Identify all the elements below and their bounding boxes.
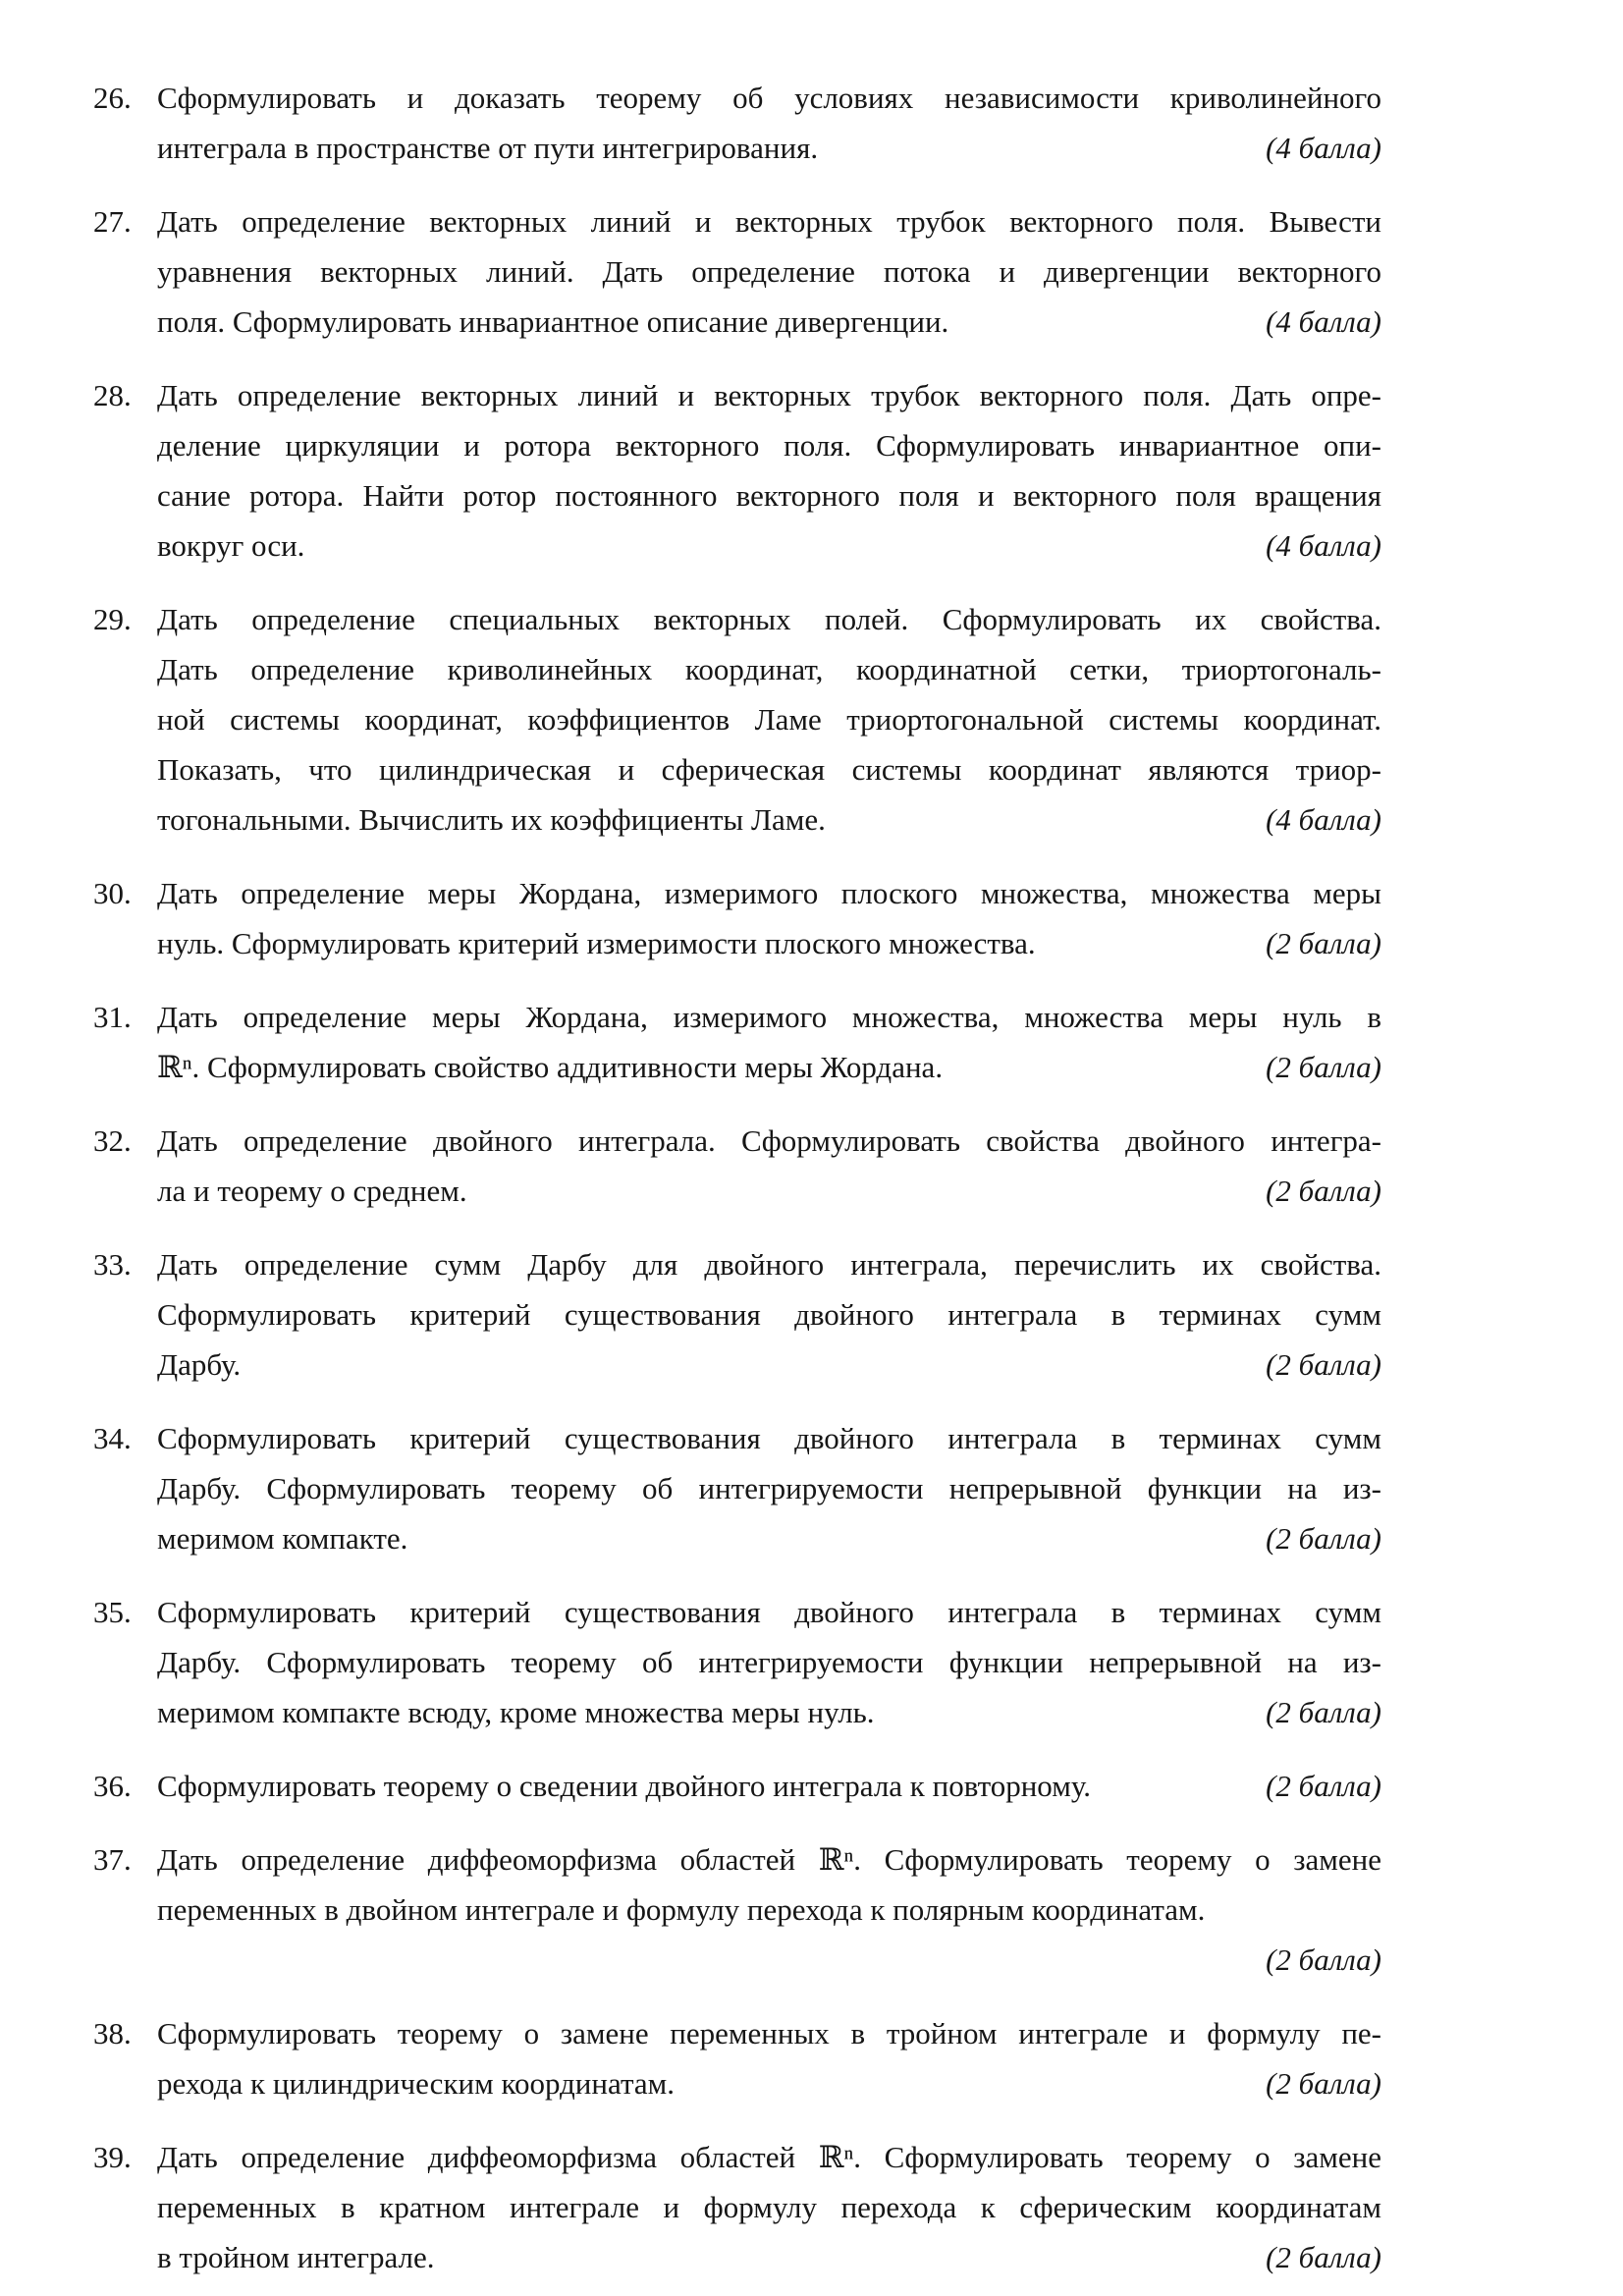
question-line	[157, 297, 1381, 347]
question-text: Дать определение специальных векторных полей. Сформулировать их свойства.	[157, 602, 1381, 636]
question-body	[157, 1239, 1381, 1390]
question-line	[157, 123, 1381, 173]
question-body	[157, 1116, 1381, 1216]
question-item	[93, 370, 1381, 571]
question-body	[157, 1761, 1381, 1811]
question-number: 36.	[93, 1769, 132, 1803]
question-body	[157, 196, 1381, 347]
question-text: Дать определение векторных линий и векторных трубок векторного поля. Вывести	[157, 204, 1381, 239]
question-body	[157, 73, 1381, 173]
question-text: Дать определение меры Жордана, измеримого плоского множества, множества меры	[157, 876, 1381, 910]
question-item	[93, 2008, 1381, 2108]
question-line	[157, 370, 1381, 420]
points-badge: (4 балла)	[1266, 802, 1381, 837]
question-item	[93, 868, 1381, 968]
question-line	[157, 1116, 1381, 1166]
question-number: 29.	[93, 602, 132, 636]
question-text: ной системы координат, коэффициентов Ламе триортогональной системы координат.	[157, 702, 1381, 737]
points-badge: (4 балла)	[1266, 528, 1381, 563]
points-badge: (2 балла)	[1266, 2240, 1381, 2274]
question-number: 27.	[93, 204, 132, 239]
question-text: Дарбу.	[157, 1347, 242, 1382]
question-line	[157, 73, 1381, 123]
question-body	[157, 594, 1381, 845]
question-line	[157, 1463, 1381, 1513]
question-item	[93, 1834, 1381, 1985]
question-number: 28.	[93, 378, 132, 412]
question-number: 39.	[93, 2140, 132, 2174]
question-line	[157, 1637, 1381, 1687]
question-number: 32.	[93, 1123, 132, 1158]
question-text: Дать определение криволинейных координат, координатной сетки, триортогональ-	[157, 652, 1381, 686]
question-line	[157, 520, 1381, 571]
question-number: 35.	[93, 1595, 132, 1629]
points-badge: (2 балла)	[1266, 1769, 1381, 1803]
question-text: вокруг оси.	[157, 528, 305, 563]
question-text: Дать определение диффеоморфизма областей ℝⁿ. Сформулировать теорему о замене	[157, 1842, 1381, 1877]
question-line	[157, 2132, 1381, 2182]
points-badge: (2 балла)	[1266, 926, 1381, 960]
question-line	[157, 1339, 1381, 1390]
question-text: Дарбу. Сформулировать теорему об интегрируемости непрерывной функции на из-	[157, 1471, 1381, 1505]
question-number: 26.	[93, 81, 132, 115]
question-body	[157, 2008, 1381, 2108]
points-badge: (4 балла)	[1266, 131, 1381, 165]
question-text: Показать, что цилиндрическая и сферическая системы координат являются триор-	[157, 752, 1381, 787]
question-text: рехода к цилиндрическим координатам.	[157, 2066, 675, 2101]
question-text: в тройном интеграле.	[157, 2240, 435, 2274]
question-item	[93, 1239, 1381, 1390]
question-item	[93, 1116, 1381, 1216]
question-body	[157, 370, 1381, 571]
question-text: Дать определение диффеоморфизма областей ℝⁿ. Сформулировать теорему о замене	[157, 2140, 1381, 2174]
question-text: нуль. Сформулировать критерий измеримости плоского множества.	[157, 926, 1036, 960]
question-line	[157, 644, 1381, 694]
question-line	[157, 1834, 1381, 1885]
question-line	[157, 420, 1381, 470]
question-line	[157, 2008, 1381, 2058]
question-number: 31.	[93, 1000, 132, 1034]
points-badge: (2 балла)	[1266, 2066, 1381, 2101]
question-item	[93, 992, 1381, 1092]
question-text: Дать определение векторных линий и векторных трубок векторного поля. Дать опре-	[157, 378, 1381, 412]
question-text: интеграла в пространстве от пути интегрирования.	[157, 131, 819, 165]
question-text: переменных в двойном интеграле и формулу перехода к полярным координатам.	[157, 1892, 1206, 1927]
question-body	[157, 868, 1381, 968]
question-number: 33.	[93, 1247, 132, 1282]
question-item	[93, 1761, 1381, 1811]
question-text: поля. Сформулировать инвариантное описание дивергенции.	[157, 304, 949, 339]
question-text: Сформулировать критерий существования двойного интеграла в терминах сумм	[157, 1595, 1381, 1629]
points-badge: (2 балла)	[1266, 1050, 1381, 1084]
question-body	[157, 1413, 1381, 1563]
question-line	[157, 744, 1381, 794]
question-line	[157, 868, 1381, 918]
question-body	[157, 1587, 1381, 1737]
question-text: меримом компакте всюду, кроме множества меры нуль.	[157, 1695, 875, 1729]
question-text: меримом компакте.	[157, 1521, 408, 1556]
question-line	[157, 794, 1381, 845]
question-line	[157, 1239, 1381, 1289]
question-text: Дарбу. Сформулировать теорему об интегрируемости функции непрерывной на из-	[157, 1645, 1381, 1679]
question-line	[157, 2232, 1381, 2282]
points-badge: (2 балла)	[1266, 1942, 1381, 1977]
question-line	[157, 1687, 1381, 1737]
question-text: Сформулировать и доказать теорему об условиях независимости криволинейного	[157, 81, 1381, 115]
question-item	[93, 1587, 1381, 1737]
question-text: переменных в кратном интеграле и формулу перехода к сферическим координатам	[157, 2190, 1381, 2224]
question-line	[157, 992, 1381, 1042]
question-item	[93, 1413, 1381, 1563]
question-text: Дать определение меры Жордана, измеримого множества, множества меры нуль в	[157, 1000, 1381, 1034]
question-item	[93, 196, 1381, 347]
points-badge: (2 балла)	[1266, 1174, 1381, 1208]
question-item	[93, 594, 1381, 845]
question-line	[157, 2058, 1381, 2108]
question-text: уравнения векторных линий. Дать определение потока и дивергенции векторного	[157, 254, 1381, 289]
question-line	[157, 594, 1381, 644]
question-text: тогональными. Вычислить их коэффициенты Ламе.	[157, 802, 826, 837]
question-item	[93, 73, 1381, 173]
question-line	[157, 1413, 1381, 1463]
question-list	[93, 73, 1381, 2282]
question-number: 34.	[93, 1421, 132, 1455]
question-number: 37.	[93, 1842, 132, 1877]
question-line	[157, 694, 1381, 744]
question-line	[157, 1761, 1381, 1811]
question-text: Дать определение двойного интеграла. Сформулировать свойства двойного интегра-	[157, 1123, 1381, 1158]
question-text: сание ротора. Найти ротор постоянного векторного поля и векторного поля вращения	[157, 478, 1381, 513]
question-line	[157, 1513, 1381, 1563]
question-text: Дать определение сумм Дарбу для двойного интеграла, перечислить их свойства.	[157, 1247, 1381, 1282]
question-text: Сформулировать критерий существования двойного интеграла в терминах сумм	[157, 1421, 1381, 1455]
question-body	[157, 1834, 1381, 1985]
question-line	[157, 918, 1381, 968]
question-body	[157, 992, 1381, 1092]
points-badge: (2 балла)	[1266, 1347, 1381, 1382]
question-body	[157, 2132, 1381, 2282]
question-line	[157, 246, 1381, 297]
question-line	[157, 196, 1381, 246]
question-text: Сформулировать критерий существования двойного интеграла в терминах сумм	[157, 1297, 1381, 1332]
question-line	[157, 470, 1381, 520]
question-text: Сформулировать теорему о замене переменных в тройном интеграле и формулу пе-	[157, 2016, 1381, 2050]
question-number: 30.	[93, 876, 132, 910]
question-number: 38.	[93, 2016, 132, 2050]
question-line	[157, 1042, 1381, 1092]
question-line	[157, 1166, 1381, 1216]
points-badge: (2 балла)	[1266, 1521, 1381, 1556]
points-badge: (2 балла)	[1266, 1695, 1381, 1729]
question-text: деление циркуляции и ротора векторного поля. Сформулировать инвариантное опи-	[157, 428, 1381, 463]
points-badge: (4 балла)	[1266, 304, 1381, 339]
question-line	[157, 1587, 1381, 1637]
question-line	[157, 2182, 1381, 2232]
question-text: Сформулировать теорему о сведении двойного интеграла к повторному.	[157, 1769, 1091, 1803]
question-text: ла и теорему о среднем.	[157, 1174, 467, 1208]
question-line	[157, 1885, 1381, 1935]
question-text: ℝⁿ. Сформулировать свойство аддитивности меры Жордана.	[157, 1050, 944, 1084]
question-item	[93, 2132, 1381, 2282]
question-line	[157, 1289, 1381, 1339]
